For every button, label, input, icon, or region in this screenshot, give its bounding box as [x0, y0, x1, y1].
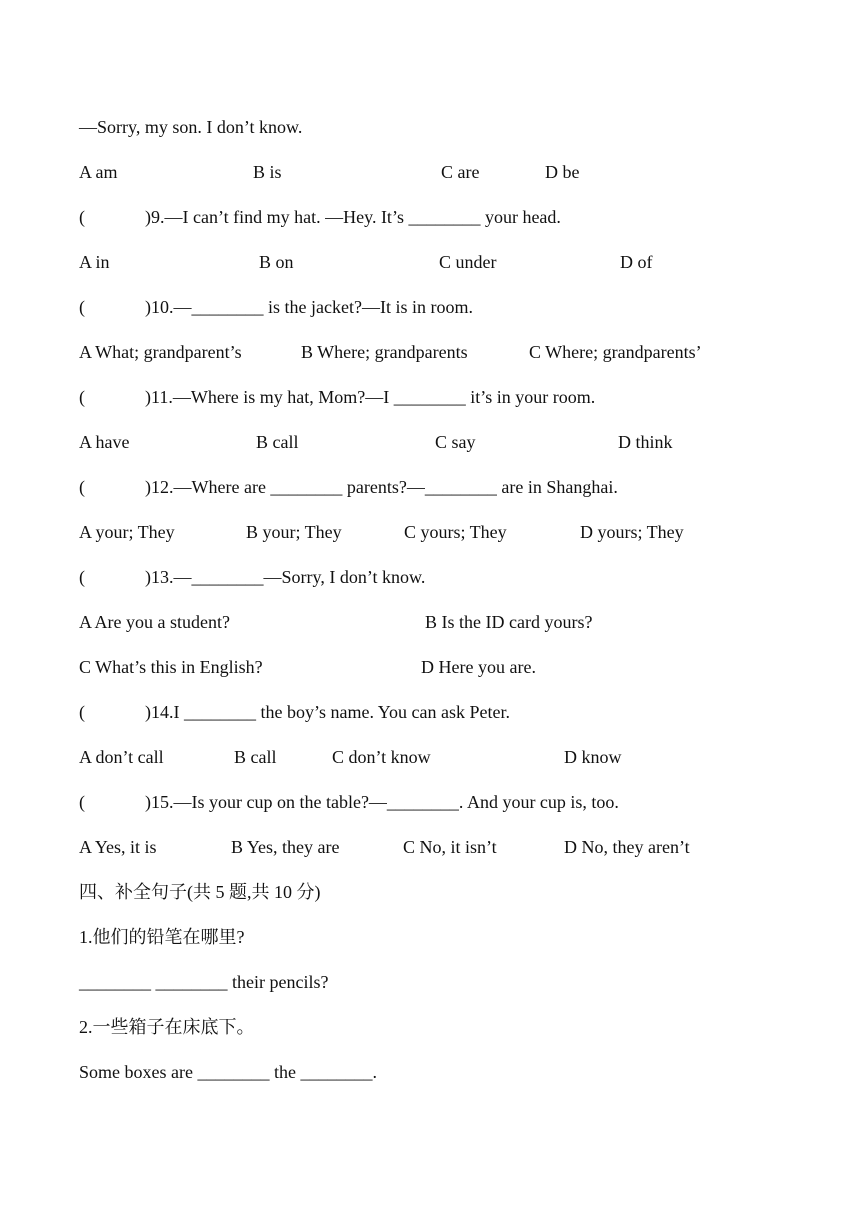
- question-15: [79, 790, 619, 814]
- question-10: [79, 295, 473, 319]
- question-9-options: [79, 250, 779, 274]
- question-14-text: )14.I ________ the boy’s name. You can ask Peter.: [145, 702, 510, 722]
- question-11-text: )11.—Where is my hat, Mom?—I ________ it’s in your room.: [145, 387, 596, 407]
- answer-paren: (: [79, 477, 85, 497]
- question-11-options: [79, 430, 779, 454]
- answer-paren: (: [79, 297, 85, 317]
- question-11: [79, 385, 595, 409]
- q14-option-d: D know: [564, 747, 622, 767]
- question-15-text: )15.—Is your cup on the table?—________. And your cup is, too.: [145, 792, 619, 812]
- q10-option-c: C Where; grandparents’: [529, 342, 702, 362]
- q12-option-a: A your; They: [79, 522, 175, 542]
- q8-option-d: D be: [545, 162, 580, 182]
- q13-option-b: B Is the ID card yours?: [425, 612, 593, 632]
- q12-option-c: C yours; They: [404, 522, 507, 542]
- q11-option-a: A have: [79, 432, 130, 452]
- answer-paren: (: [79, 207, 85, 227]
- q8-option-b: B is: [253, 162, 282, 182]
- answer-paren: (: [79, 387, 85, 407]
- sentence-1-english: ________ ________ their pencils?: [79, 972, 329, 992]
- q14-option-c: C don’t know: [332, 747, 431, 767]
- question-12-text: )12.—Where are ________ parents?—________ are in Shanghai.: [145, 477, 618, 497]
- sentence-2-chinese: 2.一些箱子在床底下。: [79, 1017, 255, 1037]
- question-8-options: [79, 160, 779, 184]
- q13-option-a: A Are you a student?: [79, 612, 230, 632]
- question-14-options: [79, 745, 779, 769]
- question-12-options: [79, 520, 779, 544]
- question-14: [79, 700, 510, 724]
- answer-paren: (: [79, 702, 85, 722]
- q11-option-b: B call: [256, 432, 299, 452]
- q15-option-d: D No, they aren’t: [564, 837, 690, 857]
- q11-option-d: D think: [618, 432, 673, 452]
- q15-option-c: C No, it isn’t: [403, 837, 497, 857]
- question-15-options: [79, 835, 779, 859]
- question-10-text: )10.—________ is the jacket?—It is in room.: [145, 297, 473, 317]
- answer-paren: (: [79, 792, 85, 812]
- q8-option-c: C are: [441, 162, 480, 182]
- q10-option-a: A What; grandparent’s: [79, 342, 242, 362]
- question-12: [79, 475, 618, 499]
- q9-option-b: B on: [259, 252, 294, 272]
- q15-option-a: A Yes, it is: [79, 837, 157, 857]
- question-13-options-row1: [79, 610, 779, 634]
- q13-option-c: C What’s this in English?: [79, 657, 263, 677]
- question-8-answer-line: —Sorry, my son. I don’t know.: [79, 117, 303, 137]
- sentence-1-chinese: 1.他们的铅笔在哪里?: [79, 927, 245, 947]
- q10-option-b: B Where; grandparents: [301, 342, 468, 362]
- question-9-text: )9.—I can’t find my hat. —Hey. It’s ________ your head.: [145, 207, 561, 227]
- question-13-options-row2: [79, 655, 779, 679]
- question-13: [79, 565, 425, 589]
- q8-option-a: A am: [79, 162, 118, 182]
- q9-option-c: C under: [439, 252, 497, 272]
- q13-option-d: D Here you are.: [421, 657, 536, 677]
- q15-option-b: B Yes, they are: [231, 837, 340, 857]
- answer-paren: (: [79, 567, 85, 587]
- section-4-heading: 四、补全句子(共 5 题,共 10 分): [79, 882, 321, 902]
- q9-option-d: D of: [620, 252, 653, 272]
- q12-option-d: D yours; They: [580, 522, 684, 542]
- q14-option-a: A don’t call: [79, 747, 164, 767]
- question-10-options: [79, 340, 779, 364]
- sentence-2-english: Some boxes are ________ the ________.: [79, 1062, 377, 1082]
- q12-option-b: B your; They: [246, 522, 342, 542]
- question-9: [79, 205, 561, 229]
- q14-option-b: B call: [234, 747, 277, 767]
- q9-option-a: A in: [79, 252, 110, 272]
- question-13-text: )13.—________—Sorry, I don’t know.: [145, 567, 426, 587]
- q11-option-c: C say: [435, 432, 476, 452]
